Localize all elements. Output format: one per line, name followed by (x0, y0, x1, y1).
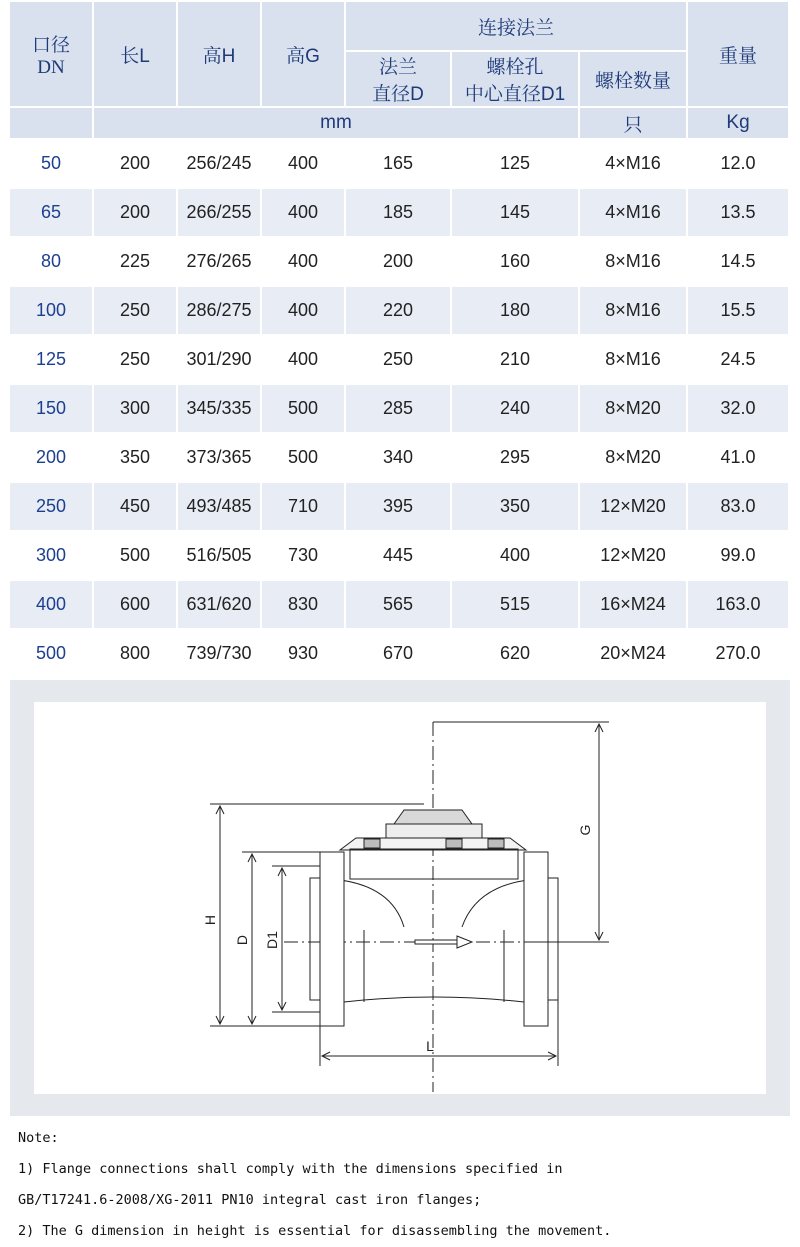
cell-bolt-d1: 160 (452, 238, 580, 287)
cell-height-g: 930 (262, 630, 346, 679)
flange-lip-right (548, 878, 558, 1000)
header-bolt-hole-l2: 中心直径D1 (464, 84, 566, 105)
cell-height-h: 256/245 (178, 140, 262, 189)
cell-bolt-d1: 125 (452, 140, 580, 189)
cell-bolts: 20×M24 (580, 630, 688, 679)
cell-bolt-d1: 350 (452, 483, 580, 532)
cell-flange-d: 220 (346, 287, 452, 336)
cell-bolts: 16×M24 (580, 581, 688, 630)
register-dome (394, 810, 472, 824)
cell-weight: 270.0 (688, 630, 790, 679)
cell-weight: 32.0 (688, 385, 790, 434)
header-flange-diameter (346, 52, 452, 108)
flange-lip-left (310, 878, 320, 1000)
cell-weight: 12.0 (688, 140, 790, 189)
label-l: L (426, 1038, 434, 1054)
cell-weight: 13.5 (688, 189, 790, 238)
header-length: 长L (94, 2, 178, 108)
cell-dn: 400 (10, 581, 94, 630)
bolt-head-right (488, 839, 504, 848)
notes-section (18, 1123, 788, 1247)
cell-dn: 300 (10, 532, 94, 581)
unit-mm: mm (94, 108, 580, 140)
header-dn (10, 2, 94, 108)
cell-length: 200 (94, 189, 178, 238)
flow-arrow-head (457, 936, 472, 948)
cell-bolt-d1: 240 (452, 385, 580, 434)
cell-bolt-d1: 295 (452, 434, 580, 483)
cell-weight: 163.0 (688, 581, 790, 630)
cell-height-g: 400 (262, 287, 346, 336)
table-row (10, 630, 790, 679)
cell-height-h: 345/335 (178, 385, 262, 434)
flange-left (320, 852, 344, 1026)
table-row (10, 238, 790, 287)
cell-flange-d: 165 (346, 140, 452, 189)
cell-height-g: 400 (262, 140, 346, 189)
cell-length: 250 (94, 287, 178, 336)
cell-height-h: 301/290 (178, 336, 262, 385)
cell-height-h: 266/255 (178, 189, 262, 238)
cell-height-g: 500 (262, 434, 346, 483)
bolt-head-center (446, 839, 462, 848)
cell-dn: 65 (10, 189, 94, 238)
cell-bolts: 8×M20 (580, 434, 688, 483)
dimension-diagram-panel (34, 702, 766, 1094)
cell-dn: 125 (10, 336, 94, 385)
label-d: D (234, 934, 250, 946)
dimension-diagram-frame (10, 680, 790, 1116)
cell-weight: 24.5 (688, 336, 790, 385)
header-height-h: 高H (178, 2, 262, 108)
flow-arrow-shaft (415, 940, 457, 944)
label-d1: D1 (264, 931, 280, 949)
cell-length: 225 (94, 238, 178, 287)
table-row (10, 287, 790, 336)
cell-length: 300 (94, 385, 178, 434)
cell-length: 350 (94, 434, 178, 483)
cell-flange-d: 185 (346, 189, 452, 238)
cell-bolts: 4×M16 (580, 140, 688, 189)
cell-length: 500 (94, 532, 178, 581)
cell-bolts: 12×M20 (580, 532, 688, 581)
cell-height-g: 710 (262, 483, 346, 532)
cell-bolt-d1: 145 (452, 189, 580, 238)
cell-bolt-d1: 180 (452, 287, 580, 336)
cell-bolt-d1: 400 (452, 532, 580, 581)
cell-height-h: 286/275 (178, 287, 262, 336)
cell-bolts: 8×M16 (580, 238, 688, 287)
header-dn-en: DN (37, 56, 65, 78)
label-h: H (202, 914, 218, 926)
water-meter-dimension-drawing (34, 702, 766, 1094)
cell-flange-d: 670 (346, 630, 452, 679)
cell-height-g: 500 (262, 385, 346, 434)
cell-flange-d: 565 (346, 581, 452, 630)
unit-pcs: 只 (580, 108, 688, 140)
header-flange-group: 连接法兰 (346, 2, 688, 52)
cell-weight: 83.0 (688, 483, 790, 532)
header-height-g: 高G (262, 2, 346, 108)
spec-table (10, 2, 790, 679)
header-bolt-count: 螺栓数量 (580, 52, 688, 108)
cell-height-h: 373/365 (178, 434, 262, 483)
cell-height-g: 730 (262, 532, 346, 581)
cell-flange-d: 200 (346, 238, 452, 287)
cell-flange-d: 340 (346, 434, 452, 483)
table-row (10, 483, 790, 532)
unit-kg: Kg (688, 108, 790, 140)
table-row (10, 336, 790, 385)
cell-height-h: 493/485 (178, 483, 262, 532)
header-bolt-hole-l1: 螺栓孔 (486, 57, 544, 78)
register-base (350, 849, 518, 879)
cell-flange-d: 250 (346, 336, 452, 385)
note-line-1: 1) Flange connections shall comply with the dimensions specified in (18, 1161, 563, 1177)
cell-height-g: 830 (262, 581, 346, 630)
cell-height-h: 739/730 (178, 630, 262, 679)
cell-flange-d: 285 (346, 385, 452, 434)
cell-length: 250 (94, 336, 178, 385)
cell-flange-d: 445 (346, 532, 452, 581)
cell-bolts: 8×M16 (580, 287, 688, 336)
table-row (10, 581, 790, 630)
header-weight: 重量 (688, 2, 790, 108)
cell-dn: 200 (10, 434, 94, 483)
unit-blank (10, 108, 94, 140)
cell-height-g: 400 (262, 189, 346, 238)
table-row (10, 532, 790, 581)
table-row (10, 385, 790, 434)
bolt-head-left (364, 839, 380, 848)
table-row (10, 434, 790, 483)
cell-height-g: 400 (262, 336, 346, 385)
cell-weight: 99.0 (688, 532, 790, 581)
notes-title: Note: (18, 1130, 59, 1146)
table-row (10, 189, 790, 238)
register-cap (386, 824, 482, 838)
cell-length: 450 (94, 483, 178, 532)
cell-bolts: 8×M20 (580, 385, 688, 434)
cell-flange-d: 395 (346, 483, 452, 532)
cell-length: 800 (94, 630, 178, 679)
cell-height-g: 400 (262, 238, 346, 287)
cell-length: 600 (94, 581, 178, 630)
cell-bolts: 8×M16 (580, 336, 688, 385)
cell-dn: 500 (10, 630, 94, 679)
table-row (10, 140, 790, 189)
note-line-2: GB/T17241.6-2008/XG-2011 PN10 integral cast iron flanges; (18, 1192, 482, 1208)
header-bolt-hole-diameter (452, 52, 580, 108)
cell-bolts: 4×M16 (580, 189, 688, 238)
cell-weight: 41.0 (688, 434, 790, 483)
cell-bolts: 12×M20 (580, 483, 688, 532)
header-dn-cn: 口径 (31, 34, 70, 56)
cell-weight: 14.5 (688, 238, 790, 287)
header-flange-diameter-l1: 法兰 (378, 57, 417, 78)
body-curve-left (340, 880, 404, 927)
cell-dn: 80 (10, 238, 94, 287)
cell-height-h: 631/620 (178, 581, 262, 630)
cell-bolt-d1: 515 (452, 581, 580, 630)
note-line-3: 2) The G dimension in height is essential for disassembling the movement. (18, 1223, 612, 1239)
cell-dn: 100 (10, 287, 94, 336)
cell-height-h: 516/505 (178, 532, 262, 581)
cell-weight: 15.5 (688, 287, 790, 336)
flange-right (524, 852, 548, 1026)
label-g: G (577, 824, 593, 836)
header-flange-diameter-l2: 直径D (372, 84, 424, 105)
cell-bolt-d1: 210 (452, 336, 580, 385)
cell-height-h: 276/265 (178, 238, 262, 287)
cell-dn: 150 (10, 385, 94, 434)
cell-dn: 250 (10, 483, 94, 532)
cell-dn: 50 (10, 140, 94, 189)
cell-bolt-d1: 620 (452, 630, 580, 679)
body-curve-right (462, 880, 528, 927)
cell-length: 200 (94, 140, 178, 189)
